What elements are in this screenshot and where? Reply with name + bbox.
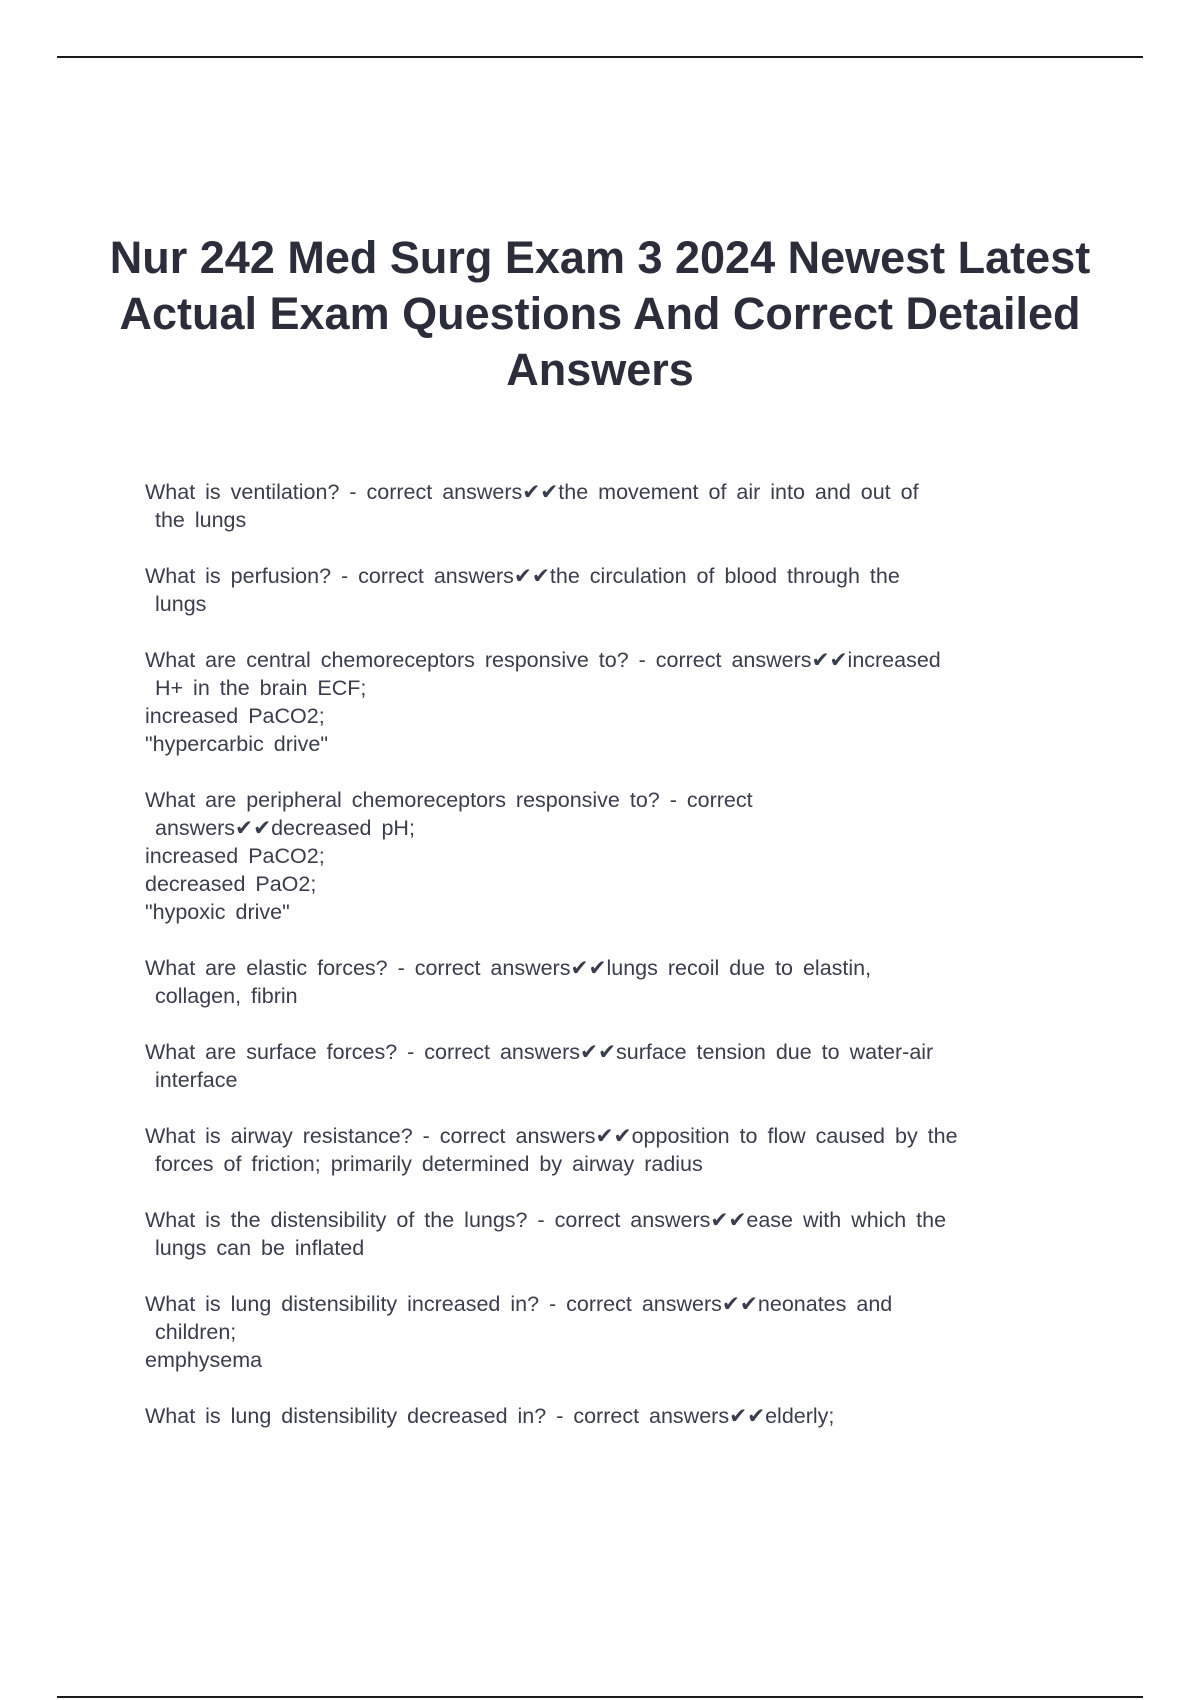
- qa-line: What is airway resistance? - correct answers✔✔opposition to flow caused by the: [145, 1124, 958, 1148]
- qa-line: What are elastic forces? - correct answers✔✔lungs recoil due to elastin,: [145, 956, 872, 980]
- qa-entry-elastic-forces: [145, 954, 1095, 1010]
- qa-line: increased PaCO2;: [145, 704, 325, 728]
- qa-entry-central-chemoreceptors: [145, 646, 1095, 758]
- qa-line: lungs can be inflated: [155, 1236, 365, 1260]
- qa-line: What are central chemoreceptors responsive to? - correct answers✔✔increased: [145, 648, 941, 672]
- qa-line: emphysema: [145, 1348, 263, 1372]
- qa-line: H+ in the brain ECF;: [155, 676, 367, 700]
- qa-line: increased PaCO2;: [145, 844, 325, 868]
- qa-line: "hypercarbic drive": [145, 732, 328, 756]
- qa-line: the lungs: [155, 508, 247, 532]
- qa-line: children;: [155, 1320, 237, 1344]
- qa-line: What is lung distensibility decreased in? - correct answers✔✔elderly;: [145, 1404, 835, 1428]
- bottom-rule: [57, 1696, 1143, 1698]
- qa-list: [145, 478, 1095, 1458]
- qa-line: "hypoxic drive": [145, 900, 290, 924]
- qa-entry-distensibility-decreased: [145, 1402, 1095, 1430]
- qa-entry-distensibility: [145, 1206, 1095, 1262]
- qa-entry-peripheral-chemoreceptors: [145, 786, 1095, 926]
- qa-entry-ventilation: [145, 478, 1095, 534]
- qa-line: answers✔✔decreased pH;: [155, 816, 415, 840]
- qa-line: What are surface forces? - correct answers✔✔surface tension due to water-air: [145, 1040, 934, 1064]
- qa-line: collagen, fibrin: [155, 984, 298, 1008]
- qa-entry-distensibility-increased: [145, 1290, 1095, 1374]
- qa-line: decreased PaO2;: [145, 872, 317, 896]
- qa-line: What is the distensibility of the lungs? - correct answers✔✔ease with which the: [145, 1208, 947, 1232]
- qa-line: What is ventilation? - correct answers✔✔the movement of air into and out of: [145, 480, 919, 504]
- qa-line: What is lung distensibility increased in? - correct answers✔✔neonates and: [145, 1292, 893, 1316]
- qa-entry-surface-forces: [145, 1038, 1095, 1094]
- qa-line: What are peripheral chemoreceptors responsive to? - correct: [145, 788, 753, 812]
- qa-line: forces of friction; primarily determined by airway radius: [155, 1152, 703, 1176]
- qa-entry-perfusion: [145, 562, 1095, 618]
- qa-line: interface: [155, 1068, 238, 1092]
- qa-line: lungs: [155, 592, 207, 616]
- qa-entry-airway-resistance: [145, 1122, 1095, 1178]
- top-rule: [57, 56, 1143, 58]
- document-title: Nur 242 Med Surg Exam 3 2024 Newest Latest Actual Exam Questions And Correct Detailed Answers: [109, 232, 1091, 395]
- qa-line: What is perfusion? - correct answers✔✔the circulation of blood through the: [145, 564, 900, 588]
